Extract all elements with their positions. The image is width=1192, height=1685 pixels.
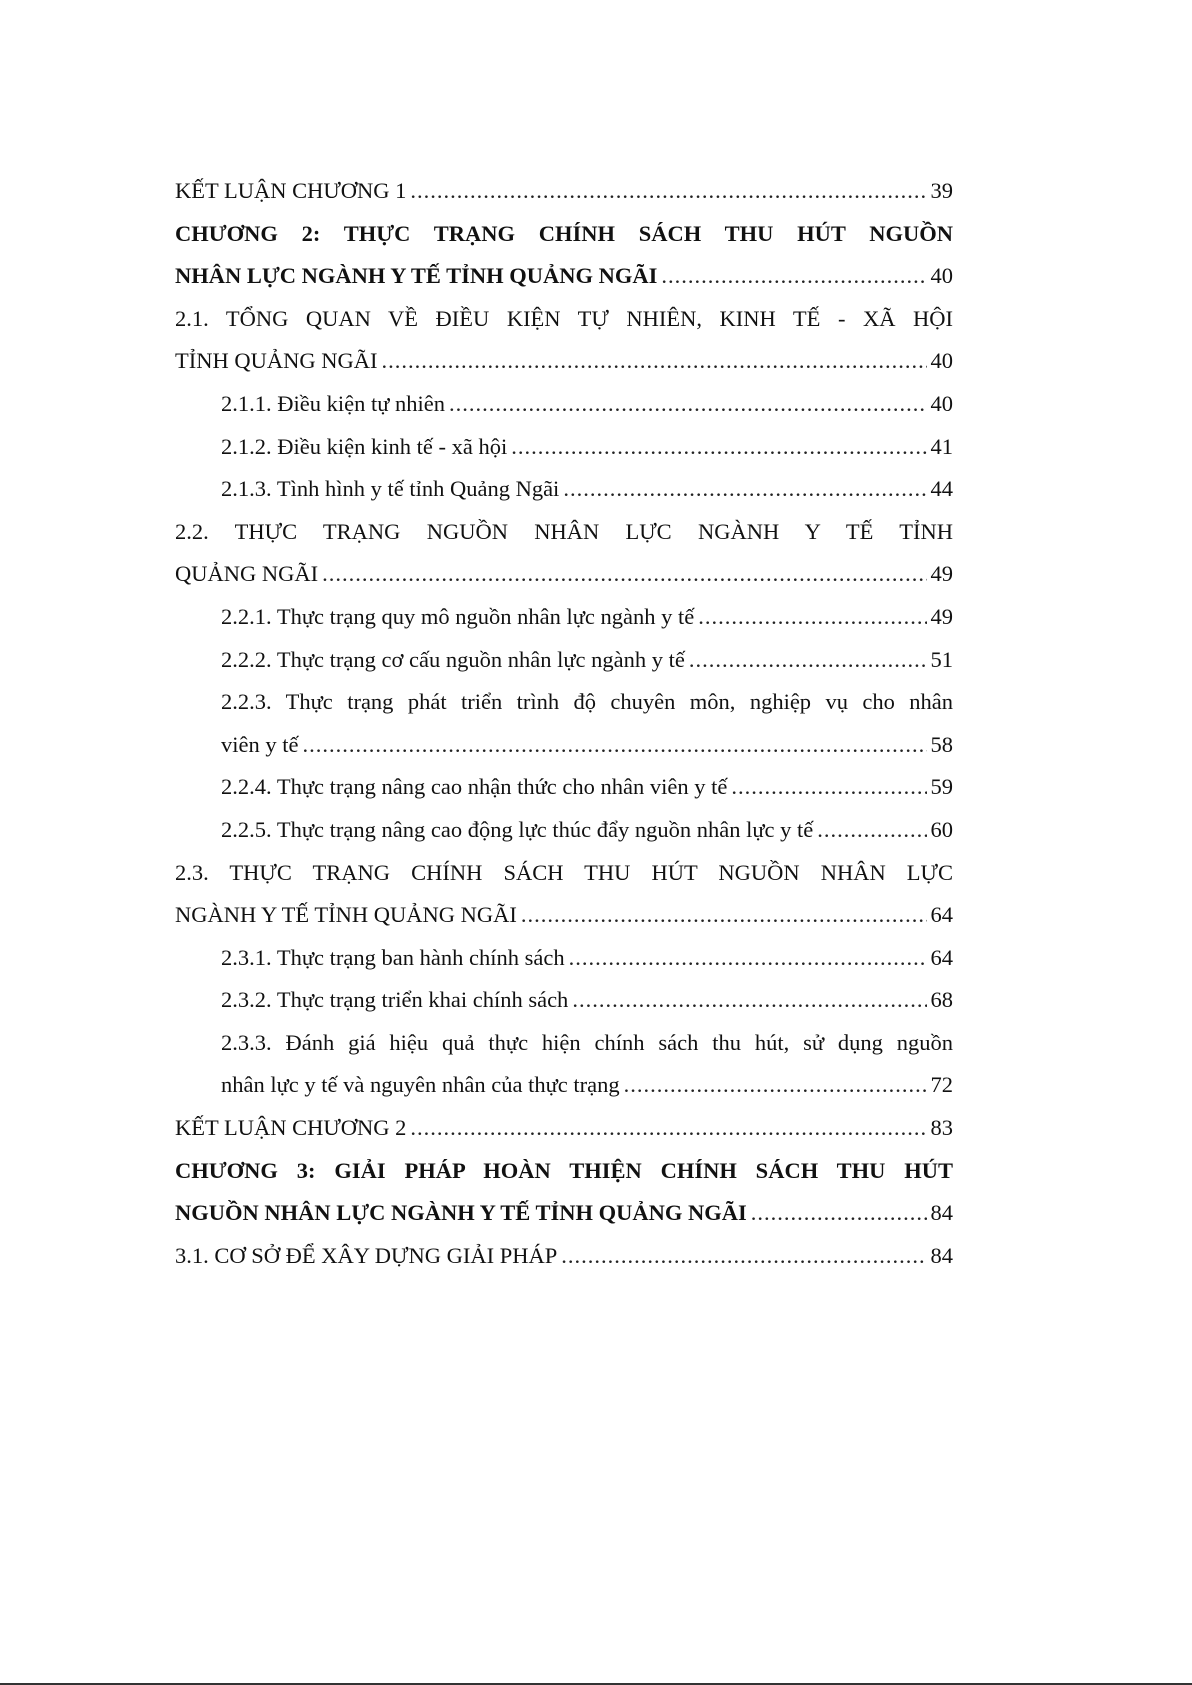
toc-page-number: 41 [930,433,953,459]
dot-leader [661,255,926,298]
toc-page-number: 44 [930,476,953,502]
toc-entry[interactable] [175,1064,953,1107]
toc-entry[interactable] [175,809,953,852]
dot-leader [563,468,926,511]
toc-page-number: 58 [930,731,953,757]
toc-entry-title: 2.3.3. Đánh giá hiệu quả thực hiện chính sách thu hút, sử dụng nguồn [221,1029,953,1055]
toc-entry-title: 2.1.2. Điều kiện kinh tế - xã hội [221,433,508,459]
toc-entry-title: 2.2.4. Thực trạng nâng cao nhận thức cho nhân viên y tế [221,774,728,800]
toc-entry-title: 2.3.1. Thực trạng ban hành chính sách [221,944,565,970]
toc-entry-line[interactable] [175,298,953,341]
toc-entry-title: 2.3. THỰC TRẠNG CHÍNH SÁCH THU HÚT NGUỒN NHÂN LỰC [175,859,953,885]
toc-entry[interactable] [175,468,953,511]
toc-entry[interactable] [175,639,953,682]
dot-leader [731,766,926,809]
dot-leader [751,1192,927,1235]
dot-leader [511,426,926,469]
toc-entry-line[interactable] [175,511,953,554]
toc-entry[interactable] [175,1107,953,1150]
toc-entry[interactable] [175,766,953,809]
dot-leader [689,639,927,682]
toc-entry-line[interactable] [175,681,953,724]
dot-leader [521,894,927,937]
toc-entry-line[interactable] [175,213,953,256]
dot-leader [381,340,926,383]
toc-entry-line[interactable] [175,1022,953,1065]
toc-entry-line[interactable] [175,1150,953,1193]
toc-entry-title: CHƯƠNG 3: GIẢI PHÁP HOÀN THIỆN CHÍNH SÁCH THU HÚT [175,1157,953,1183]
toc-entry[interactable] [175,1192,953,1235]
dot-leader [302,724,926,767]
toc-entry-title: NGUỒN NHÂN LỰC NGÀNH Y TẾ TỈNH QUẢNG NGÃI [175,1200,747,1226]
toc-entry-title: nhân lực y tế và nguyên nhân của thực trạng [221,1072,620,1098]
toc-page-number: 64 [930,902,953,928]
dot-leader [624,1064,927,1107]
toc-page-number: 49 [930,603,953,629]
toc-page-number: 72 [930,1072,953,1098]
toc-entry-title: CHƯƠNG 2: THỰC TRẠNG CHÍNH SÁCH THU HÚT NGUỒN [175,220,953,246]
toc-page-number: 64 [930,944,953,970]
toc-page-number: 40 [930,390,953,416]
toc-entry-title: viên y tế [221,731,299,757]
toc-entry[interactable] [175,1235,953,1278]
toc-entry-title: 2.1. TỔNG QUAN VỀ ĐIỀU KIỆN TỰ NHIÊN, KINH TẾ - XÃ HỘI [175,305,953,331]
toc-entry-title: NHÂN LỰC NGÀNH Y TẾ TỈNH QUẢNG NGÃI [175,263,658,289]
dot-leader [410,170,926,213]
toc-entry-title: 2.1.3. Tình hình y tế tỉnh Quảng Ngãi [221,476,560,502]
toc-entry-title: 2.2.2. Thực trạng cơ cấu nguồn nhân lực ngành y tế [221,646,685,672]
toc-entry[interactable] [175,340,953,383]
toc-entry-title: 2.2.1. Thực trạng quy mô nguồn nhân lực ngành y tế [221,603,695,629]
toc-page-number: 40 [930,263,953,289]
toc-entry-line[interactable] [175,852,953,895]
toc-entry-title: 2.2. THỰC TRẠNG NGUỒN NHÂN LỰC NGÀNH Y TẾ TỈNH [175,518,953,544]
toc-entry[interactable] [175,724,953,767]
toc-page-number: 39 [930,178,953,203]
toc-entry-title: KẾT LUẬN CHƯƠNG 2 [175,1115,407,1141]
dot-leader [569,937,927,980]
toc-entry-title: TỈNH QUẢNG NGÃI [175,348,378,374]
toc-entry-title: QUẢNG NGÃI [175,561,319,587]
table-of-contents [175,170,953,1277]
toc-entry-title: 2.2.3. Thực trạng phát triển trình độ chuyên môn, nghiệp vụ cho nhân [221,689,953,715]
dot-leader [572,979,926,1022]
toc-entry-title: 2.3.2. Thực trạng triển khai chính sách [221,987,569,1013]
toc-page-number: 68 [930,987,953,1013]
toc-page-number: 84 [930,1242,953,1268]
toc-entry-title: 2.1.1. Điều kiện tự nhiên [221,390,446,416]
toc-page-number: 83 [930,1115,953,1141]
toc-entry-title: KẾT LUẬN CHƯƠNG 1 [175,178,407,203]
toc-entry-title: 3.1. CƠ SỞ ĐỂ XÂY DỰNG GIẢI PHÁP [175,1242,558,1268]
toc-page-number: 51 [930,646,953,672]
toc-entry[interactable] [175,426,953,469]
toc-entry[interactable] [175,255,953,298]
dot-leader [449,383,926,426]
toc-page-number: 49 [930,561,953,587]
toc-entry-title: 2.2.5. Thực trạng nâng cao động lực thúc đẩy nguồn nhân lực y tế [221,816,814,842]
dot-leader [410,1107,926,1150]
dot-leader [698,596,926,639]
toc-entry[interactable] [175,894,953,937]
toc-entry[interactable] [175,979,953,1022]
toc-entry-title: NGÀNH Y TẾ TỈNH QUẢNG NGÃI [175,902,517,928]
toc-entry[interactable] [175,596,953,639]
toc-entry[interactable] [175,553,953,596]
dot-leader [322,553,926,596]
dot-leader [561,1235,926,1278]
toc-page-number: 60 [930,816,953,842]
toc-page-number: 84 [930,1200,953,1226]
toc-entry[interactable] [175,170,953,213]
toc-entry[interactable] [175,937,953,980]
dot-leader [817,809,926,852]
toc-page-number: 40 [930,348,953,374]
toc-page-number: 59 [930,774,953,800]
toc-entry[interactable] [175,383,953,426]
